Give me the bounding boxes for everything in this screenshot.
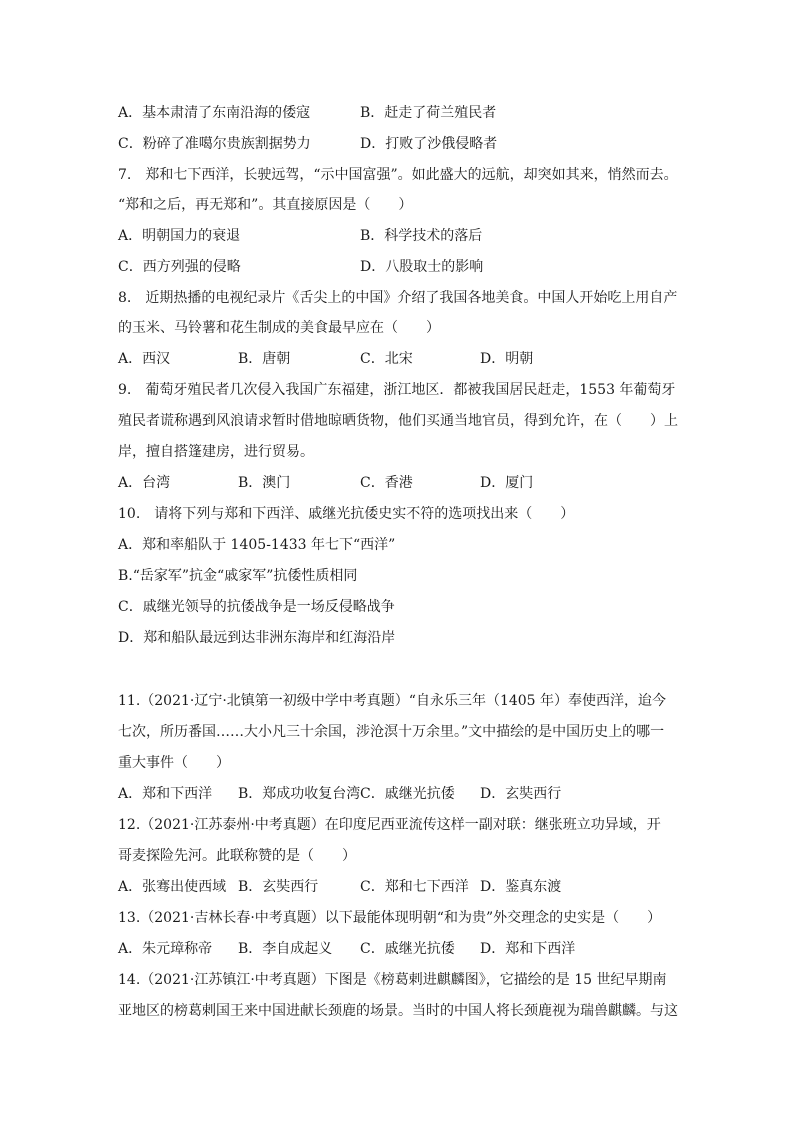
option-a: A．台湾 — [118, 475, 171, 491]
question-text: 岸，擅自搭篷建房，进行贸易。 — [118, 444, 314, 460]
option-b: B．赶走了荷兰殖民者 — [360, 105, 497, 121]
option-d: D．玄奘西行 — [480, 786, 562, 802]
option-c: C．戚继光抗倭 — [360, 941, 455, 957]
question-text: 亚地区的榜葛剌国王来中国进献长颈鹿的场景。当时的中国人将长颈鹿视为瑞兽麒麟。与这 — [118, 1003, 678, 1019]
option-b: B．李自成起义 — [238, 941, 333, 957]
option-a: A．西汉 — [118, 351, 171, 367]
question-text: 重大事件（ ） — [118, 755, 230, 771]
option-c: C．戚继光抗倭 — [360, 786, 455, 802]
question-text: 14.（2021·江苏镇江·中考真题）下图是《榜葛剌进麒麟图》，它描绘的是 15 世纪早期南 — [118, 972, 667, 988]
question-text: 11.（2021·辽宁·北镇第一初级中学中考真题）“自永乐三年（1405 年）奉使西洋，迨今 — [118, 693, 667, 709]
question-text: “郑和之后，再无郑和”。其直接原因是（ ） — [118, 197, 413, 213]
option-d: D．明朝 — [480, 351, 534, 367]
option-a: A．明朝国力的衰退 — [118, 228, 241, 244]
question-text: 10. 请将下列与郑和下西洋、戚继光抗倭史实不符的选项找出来（ ） — [118, 506, 575, 522]
option-c: C．香港 — [360, 475, 413, 491]
question-text: 12.（2021·江苏泰州·中考真题）在印度尼西亚流传这样一副对联：继张班立功异域，开 — [118, 817, 661, 833]
option-d: D．鉴真东渡 — [480, 879, 562, 895]
question-text: 殖民者谎称遇到风浪请求暂时借地晾晒货物，他们买通当地官员，得到允许，在（ ）上 — [118, 413, 678, 429]
option-a: A．张骞出使西域 — [118, 879, 227, 895]
question-text: 8. 近期热播的电视纪录片《舌尖上的中国》介绍了我国各地美食。中国人开始吃上用自产 — [118, 290, 678, 306]
option-b: B．玄奘西行 — [238, 879, 319, 895]
question-text: 13.（2021·吉林长春·中考真题）以下最能体现明朝“和为贵”外交理念的史实是（ ） — [118, 910, 662, 926]
option-d: D．八股取士的影响 — [360, 259, 484, 275]
question-text: 哥麦探险先河。此联称赞的是（ ） — [118, 848, 356, 864]
question-text: 7. 郑和七下西洋，长驶远驾，“示中国富强”。如此盛大的远航，却突如其来，悄然而去。 — [118, 167, 678, 183]
option-a: A．郑和率船队于 1405-1433 年七下“西洋” — [118, 537, 396, 553]
option-c: C．粉碎了准噶尔贵族割据势力 — [118, 136, 311, 152]
option-b: B．唐朝 — [238, 351, 291, 367]
question-text: 的玉米、马铃薯和花生制成的美食最早应在（ ） — [118, 320, 440, 336]
option-c: C．戚继光领导的抗倭战争是一场反侵略战争 — [118, 599, 395, 615]
option-c: C．郑和七下西洋 — [360, 879, 469, 895]
option-b: B．科学技术的落后 — [360, 228, 483, 244]
option-d: D．打败了沙俄侵略者 — [360, 136, 498, 152]
question-text: 9. 葡萄牙殖民者几次侵入我国广东福建，浙江地区．都被我国居民赶走，1553 年葡萄牙 — [118, 382, 676, 398]
option-d: D．厦门 — [480, 475, 534, 491]
option-b: B．澳门 — [238, 475, 291, 491]
option-d: D．郑和下西洋 — [480, 941, 576, 957]
option-c: C．北宋 — [360, 351, 413, 367]
option-a: A．朱元璋称帝 — [118, 941, 213, 957]
option-a: A．郑和下西洋 — [118, 786, 213, 802]
option-b: B．郑成功收复台湾 — [238, 786, 361, 802]
option-d: D．郑和船队最远到达非洲东海岸和红海沿岸 — [118, 630, 396, 646]
question-text: 七次，所历番国……大小凡三十余国，涉沧溟十万余里。”文中描绘的是中国历史上的哪一 — [118, 724, 665, 740]
option-b: B.“岳家军”抗金“戚家军”抗倭性质相同 — [118, 568, 358, 584]
option-c: C．西方列强的侵略 — [118, 259, 241, 275]
option-a: A．基本肃清了东南沿海的倭寇 — [118, 105, 311, 121]
